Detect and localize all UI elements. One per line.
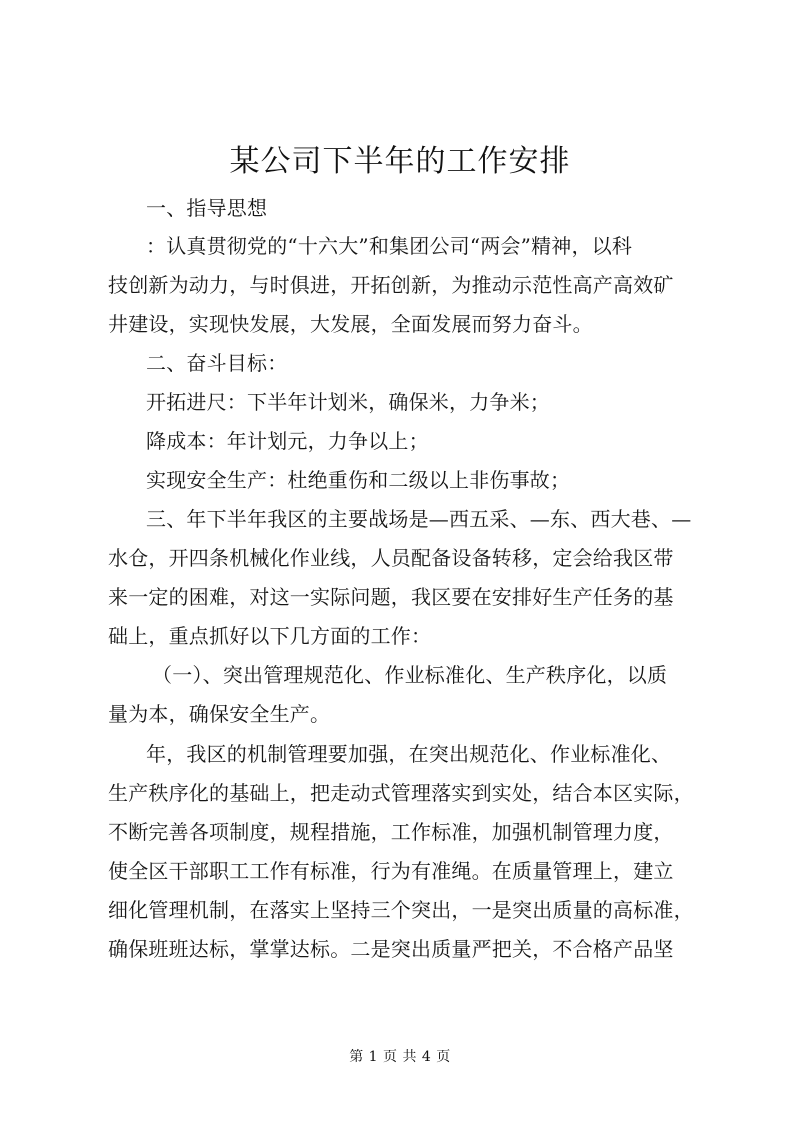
paragraph-line-4: 水仓，开四条机械化作业线，人员配备设备转移，定会给我区带 bbox=[108, 546, 674, 570]
document-title: 某公司下半年的工作安排 bbox=[229, 144, 571, 179]
paragraph-line-6: 础上，重点抓好以下几方面的工作： bbox=[108, 624, 432, 648]
paragraph-line-5: 来一定的困难，对这一实际问题，我区要在安排好生产任务的基 bbox=[108, 585, 674, 609]
paragraph-line-7: 量为本，确保安全生产。 bbox=[108, 702, 331, 726]
goal-line-1: 开拓进尺：下半年计划米，确保米，力争米； bbox=[146, 390, 550, 414]
paragraph-line-12: 细化管理机制，在落实上坚持三个突出，一是突出质量的高标准， bbox=[108, 898, 694, 922]
paragraph-line-8: 年，我区的机制管理要加强，在突出规范化、作业标准化、 bbox=[146, 742, 672, 766]
paragraph-line-2: 技创新为动力，与时俱进，开拓创新，为推动示范性高产高效矿 bbox=[108, 273, 674, 297]
goal-line-3: 实现安全生产：杜绝重伤和二级以上非伤事故； bbox=[146, 468, 571, 492]
subsection-heading-1: （一）、突出管理规范化、作业标准化、生产秩序化，以质 bbox=[152, 663, 668, 687]
paragraph-line-1: ：认真贯彻党的“十六大”和集团公司“两会”精神，以科 bbox=[146, 234, 633, 258]
paragraph-line-11: 使全区干部职工工作有标准，行为有准绳。在质量管理上，建立 bbox=[108, 859, 674, 883]
paragraph-line-9: 生产秩序化的基础上，把走动式管理落实到实处，结合本区实际， bbox=[108, 781, 694, 805]
section-heading-2: 二、奋斗目标： bbox=[146, 351, 288, 375]
section-heading-1: 一、指导思想 bbox=[146, 196, 268, 220]
page-footer: 第 1 页 共 4 页 bbox=[349, 1049, 451, 1065]
section-heading-3: 三、年下半年我区的主要战场是—西五采、—东、西大巷、— bbox=[146, 507, 692, 531]
paragraph-line-13: 确保班班达标，掌掌达标。二是突出质量严把关，不合格产品坚 bbox=[108, 937, 674, 961]
paragraph-line-3: 井建设，实现快发展，大发展，全面发展而努力奋斗。 bbox=[108, 312, 593, 336]
paragraph-line-10: 不断完善各项制度，规程措施，工作标准，加强机制管理力度， bbox=[108, 820, 674, 844]
goal-line-2: 降成本：年计划元，力争以上； bbox=[146, 429, 429, 453]
